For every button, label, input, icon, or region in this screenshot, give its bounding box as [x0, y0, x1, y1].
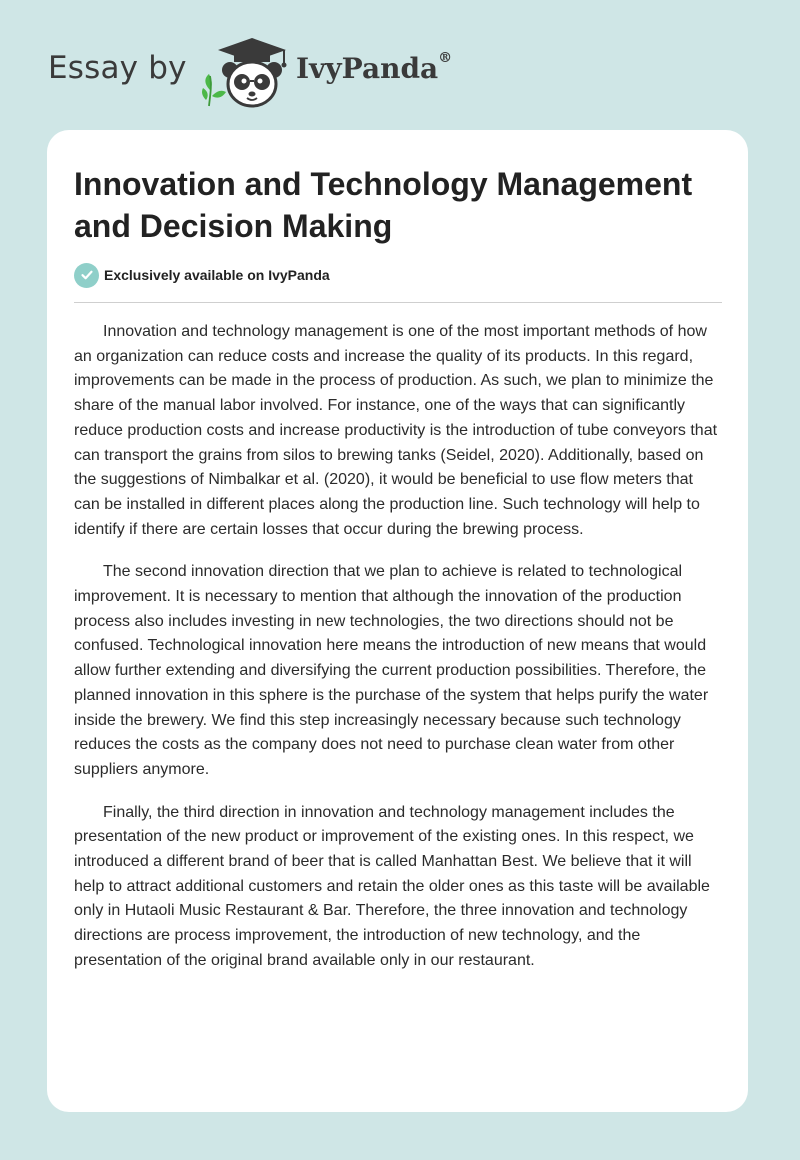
brand-text: IvyPanda [296, 52, 439, 85]
paragraph: Innovation and technology management is one of the most important methods of how an organization can reduce costs and increase the quality of its products. In this regard, improvements can be made in the process of production. As such, we plan to minimize the share of the manual labor involved. For instance, one of the ways that can significantly reduce production costs and increase productivity is the introduction of tube conveyors that can transport the grains from silos to brewing tanks (Seidel, 2020). Additionally, based on the suggestions of Nimbalkar et al. (2020), it would be beneficial to use flow meters that can be installed in different places along the production line. Such technology will help to identify if there are certain losses that occur during the brewing process. [74, 323, 718, 538]
site-header [48, 34, 648, 114]
registered-mark: ® [438, 50, 453, 66]
essay-body [74, 320, 723, 992]
essay-by-label: Essay by [48, 50, 187, 86]
panda-graduate-icon[interactable] [200, 34, 292, 110]
essay-card [47, 130, 748, 1112]
badge-label: Exclusively available on IvyPanda [104, 267, 330, 283]
brand-name[interactable] [296, 52, 452, 85]
leaf-icon [202, 74, 226, 106]
paragraph: Finally, the third direction in innovation and technology management includes the presentation of the new product or improvement of the existing ones. In this respect, we introduced a different brand of beer that is called Manhattan Best. We believe that it will help to attract additional customers and retain the older ones as this taste will be available only in Hutaoli Music Restaurant & Bar. Therefore, the three innovation and technology directions are process improvement, the introduction of new technology, and the presentation of the original brand available only in our restaurant. [74, 803, 710, 969]
exclusive-badge [74, 262, 330, 288]
check-circle-icon [74, 263, 99, 288]
divider [74, 302, 722, 303]
paragraph: The second innovation direction that we plan to achieve is related to technological improvement. It is necessary to mention that although the innovation of the production process also includes investing in new technologies, the two directions should not be confused. Technological innovation here means the introduction of new means that would allow further extending and diversifying the current production possibilities. Therefore, the planned innovation in this sphere is the purchase of the system that helps purify the water inside the brewery. We find this step increasingly necessary because such technology reduces the costs as the company does not need to purchase clean water from other suppliers anymore. [74, 563, 709, 778]
page-title: Innovation and Technology Management and Decision Making [74, 166, 693, 244]
